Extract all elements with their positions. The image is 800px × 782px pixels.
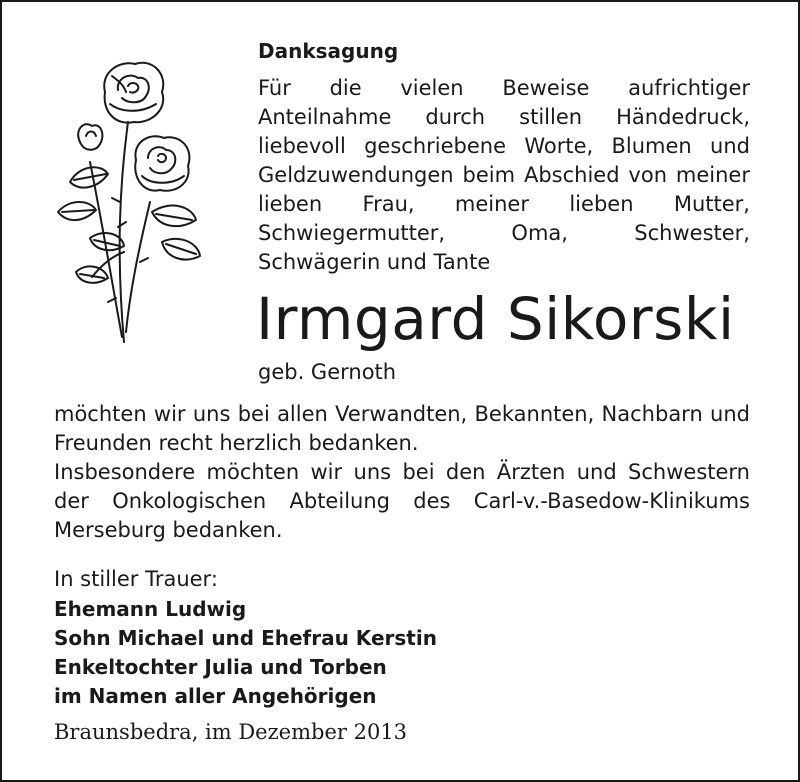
signer-line: Sohn Michael und Ehefrau Kerstin [54, 626, 437, 650]
thanks-paragraph: möchten wir uns bei allen Verwandten, Bekannten, Nachbarn und Freunden recht herzlich bedanken. [54, 402, 750, 455]
mourning-label: In stiller Trauer: [54, 567, 218, 591]
signers-list [54, 595, 437, 711]
heading: Danksagung [258, 39, 399, 63]
rose-illustration-icon [50, 52, 210, 352]
deceased-name: Irmgard Sikorski [256, 285, 735, 353]
signer-line: Ehemann Ludwig [54, 597, 247, 621]
thanks-paragraph-clinic: Insbesondere möchten wir uns bei den Ärzten und Schwestern der Onkologischen Abteilung des Carl-v.-Basedow-Klinikums Merseburg bedanken. [54, 460, 750, 542]
birth-name: geb. Gernoth [258, 360, 397, 384]
place-date: Braunsbedra, im Dezember 2013 [54, 720, 408, 744]
intro-text: Für die vielen Beweise aufrichtiger Anteilnahme durch stillen Händedruck, liebevoll geschriebene Worte, Blumen und Geldzuwendungen beim Abschied von meiner lieben Frau, meiner lieben Mutter, Schwiegermutter, Oma, Schwester, Schwägerin und Tante [258, 76, 750, 274]
signer-line: im Namen aller Angehörigen [54, 684, 377, 708]
signer-line: Enkeltochter Julia und Torben [54, 655, 387, 679]
thanks-body [54, 400, 750, 545]
